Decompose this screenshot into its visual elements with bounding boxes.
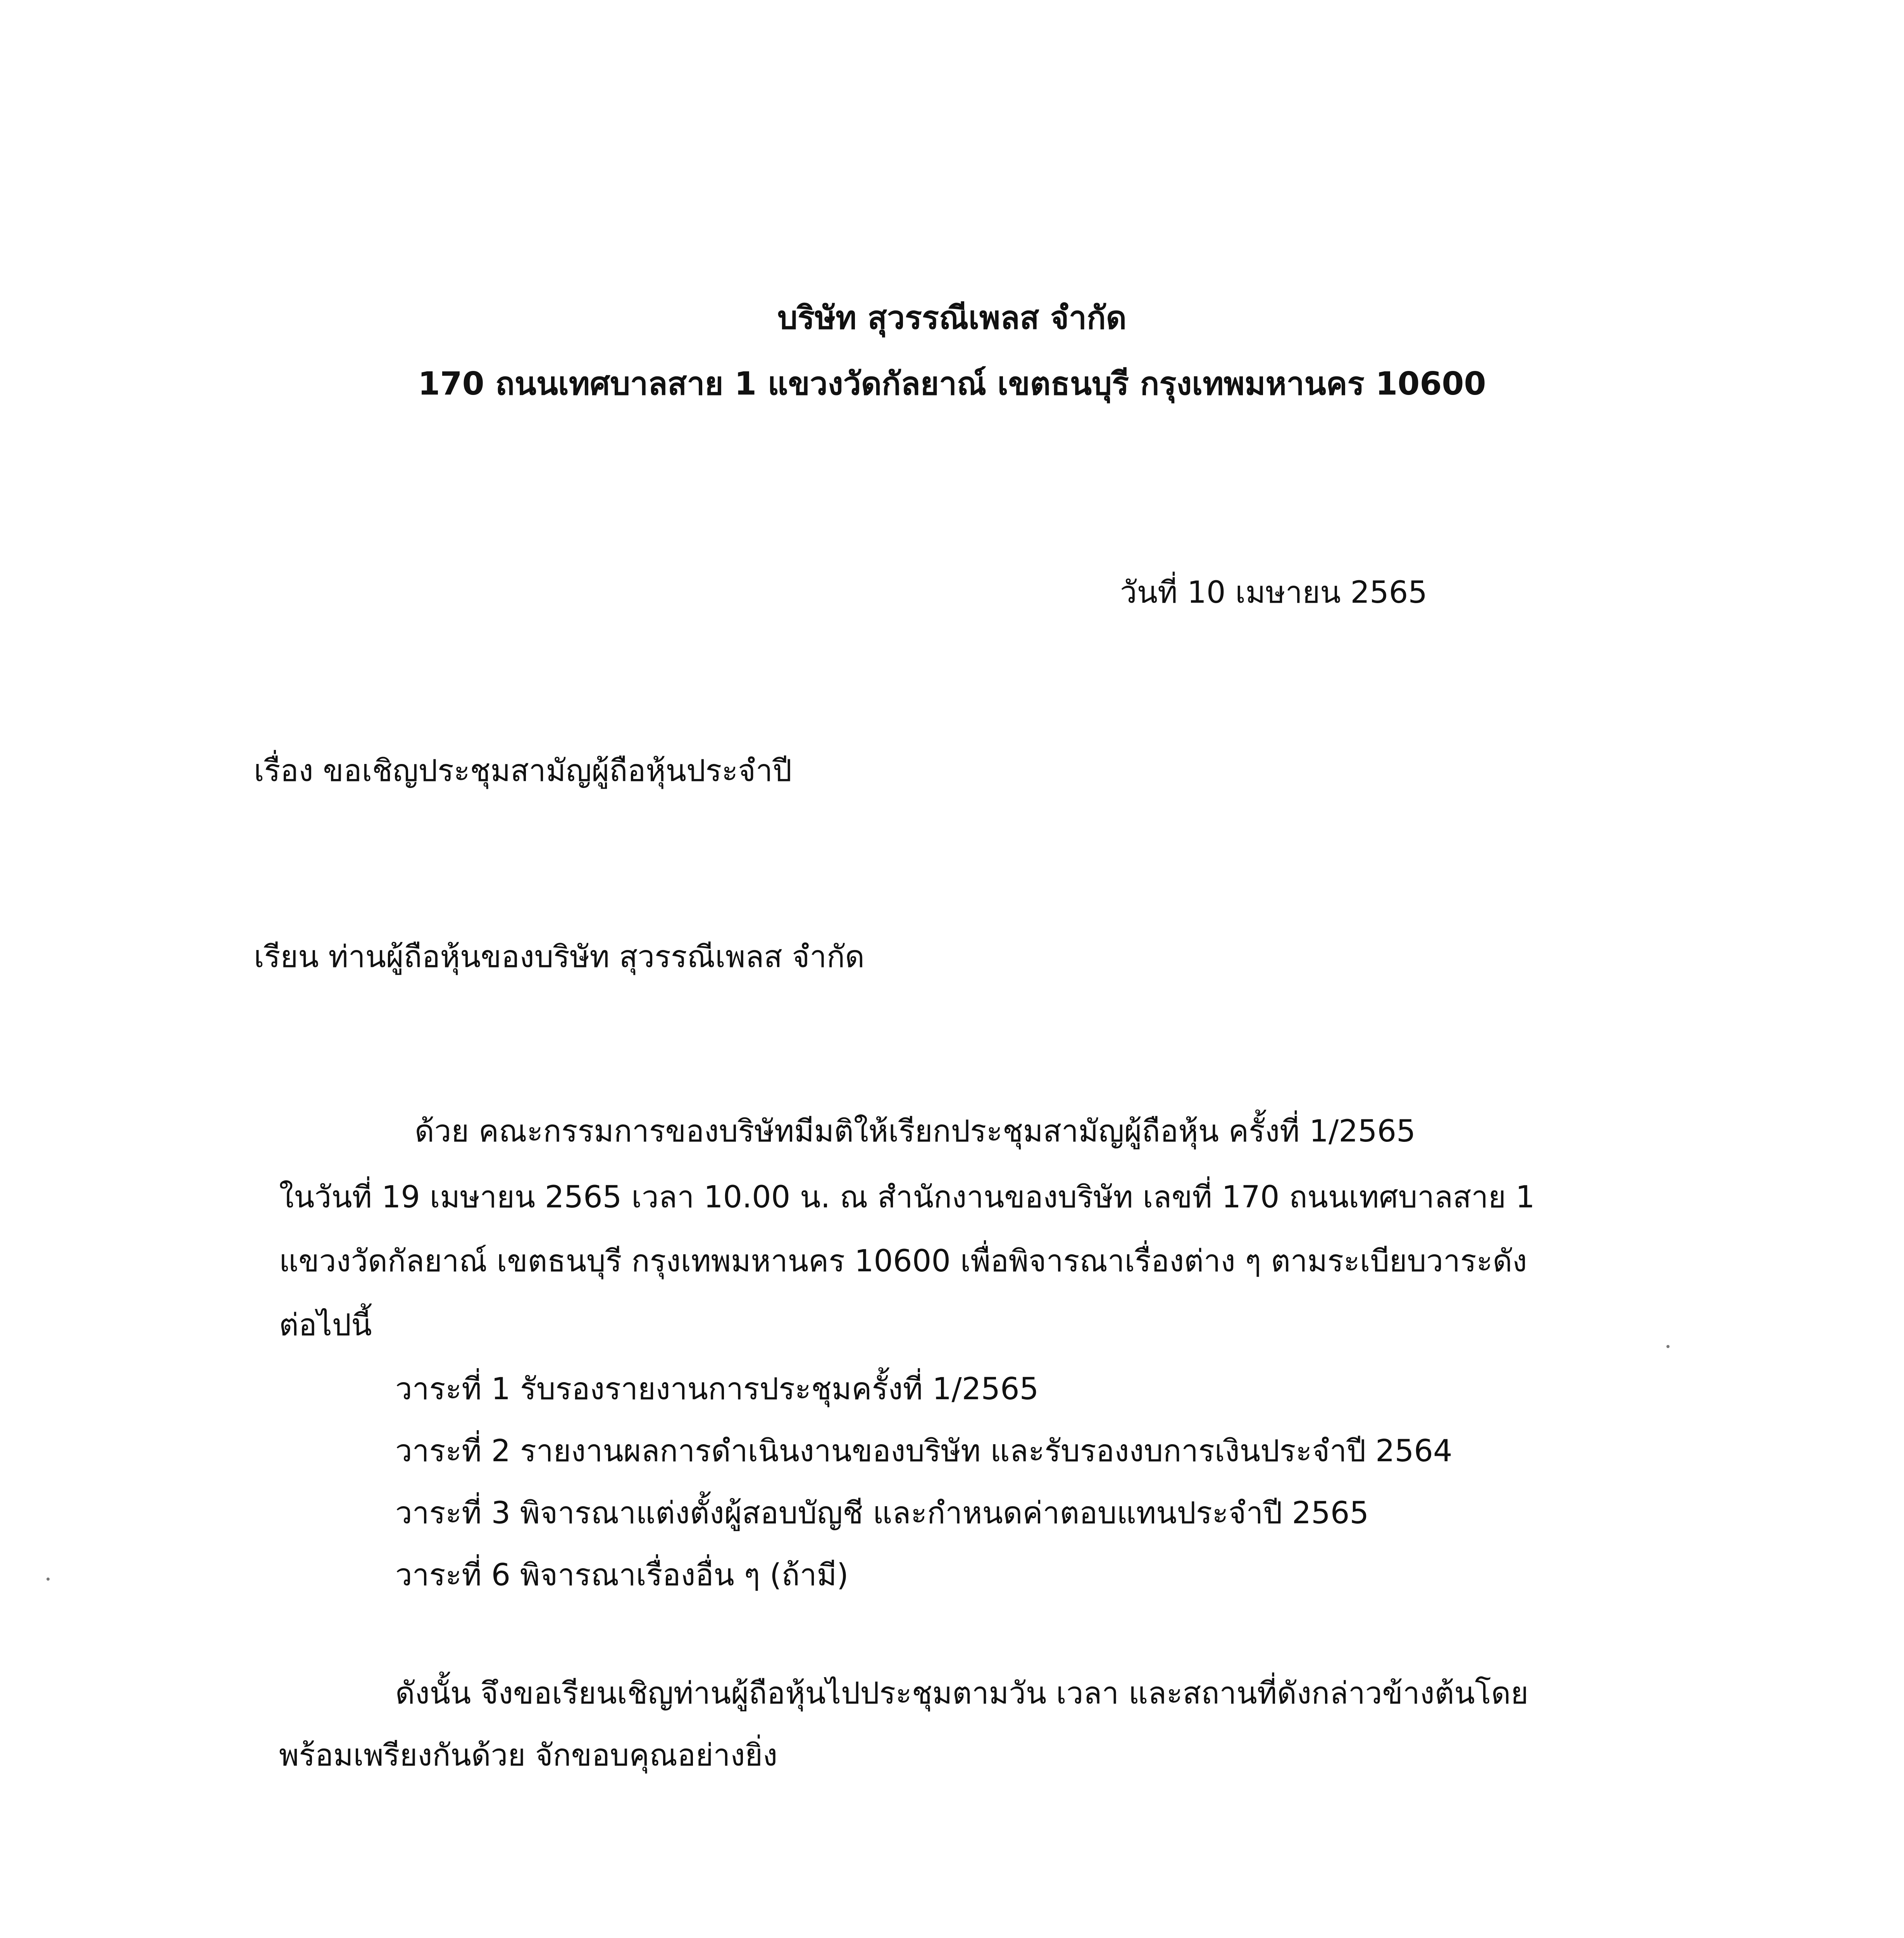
letter-subject: เรื่อง ขอเชิญประชุมสามัญผู้ถือหุ้นประจำปี bbox=[254, 753, 792, 788]
body-line-4: ต่อไปนี้ bbox=[279, 1308, 372, 1343]
agenda-item-1: วาระที่ 1 รับรองรายงานการประชุมครั้งที่ 1/2565 bbox=[395, 1372, 1039, 1407]
body-line-3: แขวงวัดกัลยาณ์ เขตธนบุรี กรุงเทพมหานคร 10600 เพื่อพิจารณาเรื่องต่าง ๆ ตามระเบียบวาระดัง bbox=[279, 1244, 1527, 1279]
company-name: บริษัท สุวรรณีเพลส จำกัด bbox=[777, 300, 1127, 336]
agenda-item-3: วาระที่ 3 พิจารณาแต่งตั้งผู้สอบบัญชี และกำหนดค่าตอบแทนประจำปี 2565 bbox=[395, 1496, 1369, 1531]
scan-speck bbox=[1666, 1345, 1670, 1348]
body-line-1: ด้วย คณะกรรมการของบริษัทมีมติให้เรียกประชุมสามัญผู้ถือหุ้น ครั้งที่ 1/2565 bbox=[415, 1114, 1416, 1149]
letter-date: วันที่ 10 เมษายน 2565 bbox=[1120, 575, 1427, 610]
letter-salutation: เรียน ท่านผู้ถือหุ้นของบริษัท สุวรรณีเพลส จำกัด bbox=[254, 940, 865, 974]
company-address: 170 ถนนเทศบาลสาย 1 แขวงวัดกัลยาณ์ เขตธนบุรี กรุงเทพมหานคร 10600 bbox=[418, 366, 1486, 402]
conclusion-line-1: ดังนั้น จึงขอเรียนเชิญท่านผู้ถือหุ้นไปประชุมตามวัน เวลา และสถานที่ดังกล่าวข้างต้นโดย bbox=[395, 1676, 1528, 1711]
body-line-2: ในวันที่ 19 เมษายน 2565 เวลา 10.00 น. ณ สำนักงานของบริษัท เลขที่ 170 ถนนเทศบาลสาย 1 bbox=[279, 1180, 1535, 1215]
conclusion-line-2: พร้อมเพรียงกันด้วย จักขอบคุณอย่างยิ่ง bbox=[279, 1738, 778, 1773]
agenda-item-6: วาระที่ 6 พิจารณาเรื่องอื่น ๆ (ถ้ามี) bbox=[395, 1558, 849, 1593]
agenda-item-2: วาระที่ 2 รายงานผลการดำเนินงานของบริษัท และรับรองงบการเงินประจำปี 2564 bbox=[395, 1434, 1453, 1469]
scan-speck bbox=[47, 1578, 50, 1581]
